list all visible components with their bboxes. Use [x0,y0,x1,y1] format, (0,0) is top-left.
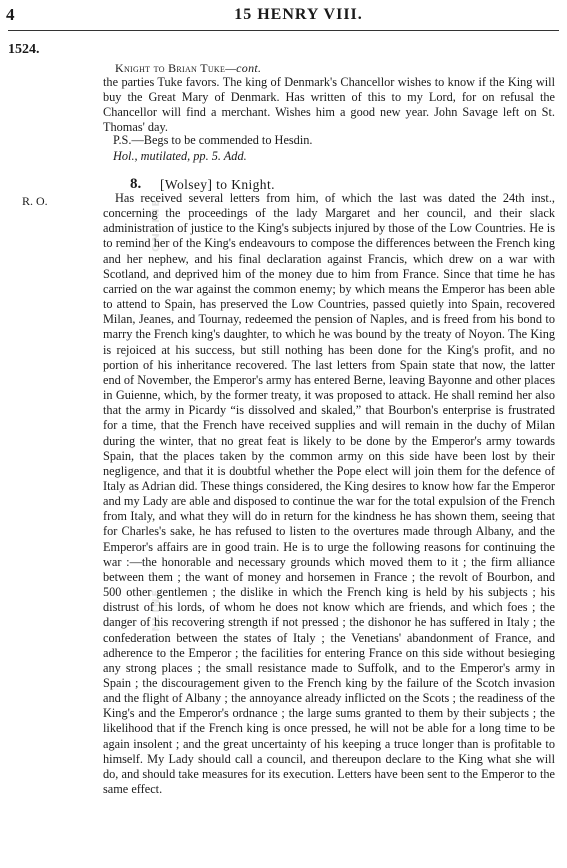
header-rule [8,30,559,31]
previous-entry-postscript: P.S.—Begs to be commended to Hesdin. [113,133,313,147]
page-header [0,5,567,31]
previous-entry-text: the parties Tuke favors. The king of Denmark's Chancellor wishes to know if the King will buy the Great Mary of Denmark. Has written of this to my Lord, for on refusal the Chancellor will find a merchant. Wishes him a good new year. John Savage left on St. Thomas' day. [103,75,555,135]
running-head: 15 HENRY VIII. [234,6,363,23]
entry-title: [Wolsey] to Knight. [160,177,275,192]
margin-year: 1524. [8,42,40,57]
previous-entry-note: Hol., mutilated, pp. 5. Add. [113,149,247,163]
previous-entry-title-cont: —cont. [225,61,262,75]
watermark: ONLINE [151,587,162,643]
previous-entry-title-main: Knight to Brian Tuke [115,61,226,75]
watermark: ONLINE [151,197,162,253]
entry-text: Has received several letters from him, of which the last was dated the 24th inst., concerning the proceedings of the lady Margaret and her council, and their slack administration of justice to the King's subjects injured by those of the Low Countries. He is to remind her of the King's endeavours to compose the differences between the French king and her nephew, and his final declaration against Francis, which drew on a war with Scotland, and deprived him of the money due to him from France. Since that time he has carried on the war against the common enemy; by which means the Emperor has been able to attend to Spain, has preserved the Low Countries, passed quietly into Spain, recovered Milan, Jeanes, and Tournay, redeemed the pension of Naples, and is freed from his bond to marry the French king's daughter, to which he was bound by the treaty of Noyon. The King is rejoiced at his success, but still nothing has been done for the King's profit, and no portion of his inheritance recovered. The last letters from Spain state that now, the latter end of November, the Emperor's army has entered Berne, leaving Bayonne and other places in Guienne, which, by the former treaty, it was proposed to attack. He shall remind her also that the army in Picardy “is dissolved and skaled,” that Bourbon's enterprise is frustrated for a time, that the French have received supplies and will remain in the duchy of Milan during the winter, that no great feat is likely to be done by the Emperor's army towards Spain, that the places taken by the common army on this side have been lost by their negligence, and that it is doubtful whether the Pope elect will join them for the defence of Italy as Adrian did. These things considered, the King desires to know how far the Emperor and my Lady are able and disposed to continue the war for the total expulsion of the French from Italy, and what they will do in return for the kindness he has shown them, seeing that for Charles's sake, he has refused to listen to the overtures made through Albany, and the Emperor's affairs are in good train. He is to urge the following reasons for continuing the war :—the honorable and necessary grounds which moved them to it ; the firm alliance between them ; the want of money and horsemen in France ; the revolt of Bourbon, and 500 other gentlemen ; the dislike in which the French king is held by his subjects ; his distrust of his lords, of whom he does not know which are friends, and which foes ; the danger of his recovering strength if not pressed ; the dishonor he has suffered in Italy ; the confederation between the states of Italy ; the Venetians' abandonment of France, and adherence to the Emperor ; the facilities for entering France on this side without besieging any strong places ; the small resistance made to Suffolk, and to the Emperor's army in Spain ; the discouragement given to the French king by the failure of the Scotch invasion and the flight of Albany ; the annoyance already inflicted on the Scots ; the readiness of the King's and the Emperor's ordnance ; the large sums granted to them by their subjects ; the likelihood that if the French king is once pressed, he will not be able for a long time to be again insolent ; and the great uncertainty of his keeping a truce longer than is profitable to himself. My Lady should call a council, and thereupon declare to the King what she will do, and should take measures for its execution. Letters have been sent to the Emperor to the same effect. [103,191,555,797]
page-number: 4 [6,5,15,24]
previous-entry-title [115,61,261,76]
margin-source: R. O. [22,194,48,208]
entry-number: 8. [130,176,142,192]
